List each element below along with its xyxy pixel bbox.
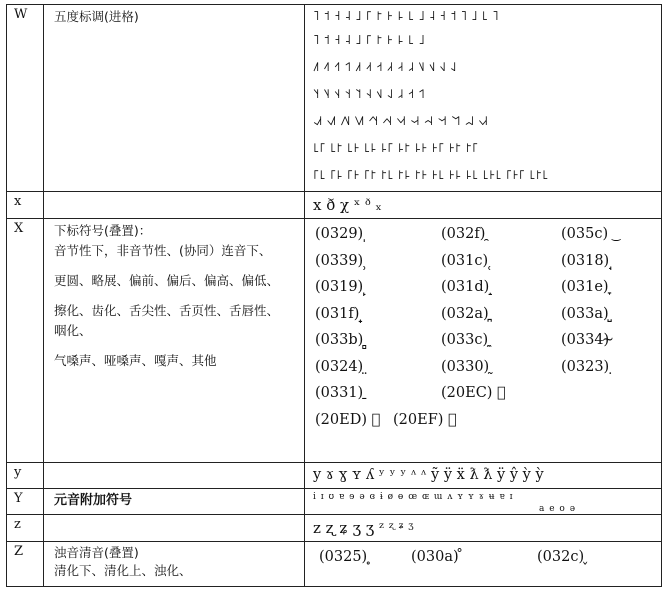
- desc-line: 气嗓声、哑嗓声、嘎声、其他: [54, 353, 217, 368]
- code-item: (0330) ̰: [441, 358, 494, 375]
- code-row: [315, 274, 661, 301]
- table-row: [7, 463, 662, 489]
- row-key: X: [14, 221, 24, 236]
- code-row: [315, 354, 661, 381]
- code-item: (032c) ̬: [537, 549, 589, 565]
- code-item: (0334) ̴: [561, 332, 614, 348]
- row-key: z: [14, 517, 21, 532]
- combining-code-list: [305, 219, 661, 433]
- desc-line: 擦化、齿化、舌尖性、舌页性、舌唇性、咽化、: [54, 303, 280, 338]
- code-item: (033b) ̻: [315, 332, 368, 348]
- code-item: (20ED) ⃭: [315, 411, 381, 428]
- symbol-line: z ʐ ʑ ʒ ʒ ᶻ ᶼ ᶽ ᶾ: [313, 519, 414, 537]
- row-key: Z: [14, 544, 24, 559]
- code-item: (0325) ̥: [319, 549, 372, 565]
- row-description: [44, 515, 304, 517]
- code-row: [315, 248, 661, 275]
- symbol-table: [6, 4, 662, 587]
- combining-code-list: [305, 542, 661, 571]
- code-item: (0324) ̤: [315, 358, 368, 375]
- code-item: (0339) ̹: [315, 252, 368, 269]
- code-item: (031c) ̜: [441, 252, 493, 269]
- code-item: (031d) ̝: [441, 279, 494, 295]
- code-item: (0329) ̩: [315, 226, 368, 242]
- row-description: [44, 192, 304, 194]
- row-key: W: [14, 7, 28, 22]
- code-item: (20EF) ⃯: [393, 411, 457, 428]
- row-description: 元音附加符号: [54, 493, 133, 508]
- desc-line: 浊音清音(叠置): [54, 545, 139, 560]
- code-row: [315, 380, 661, 407]
- desc-line: 清化下、清化上、浊化、: [54, 563, 192, 578]
- table-row: [7, 219, 662, 463]
- desc-line: 音节性下，非音节性、(协同）连音下、: [54, 243, 272, 258]
- table-row: [7, 489, 662, 515]
- table-row: [7, 5, 662, 192]
- tone-line: ˥˧ ˥˨ ˦˨ ˦˧ ˥˦ ˧˨ ˦˩ ˨˩ ˩˨ ˧˦ ˦˥: [313, 87, 425, 102]
- code-item: (0331) ̱: [315, 385, 368, 401]
- desc-line: 更圆、略展、偏前、偏后、偏高、偏低、: [54, 273, 280, 288]
- row-description: [44, 463, 304, 465]
- row-key: x: [14, 194, 22, 209]
- code-item: (030a) ̊: [411, 549, 464, 565]
- code-item: (032a) ̪: [441, 305, 494, 322]
- row-description: [44, 219, 304, 371]
- vowel-diacritic-line: a e o ə: [539, 504, 577, 514]
- code-item: (0319) ̙: [315, 279, 368, 295]
- tone-line: ˥ ˦ ˧ ˨ ˩ ꜒ ꜓ ꜔ ꜕ ꜖ ˩ ˨ ˧ ˦ ˥ ˩ ꜖ ˥: [313, 9, 499, 24]
- tone-line: ˩˥ ˨˥ ˧˥ ˦˥ ˩˦ ˨˦ ˧˦ ˩˧ ˨˧ ˩˨ ˥˩ ˦˩ ˧˩ ˨˩: [313, 60, 457, 75]
- row-key: y: [14, 465, 22, 480]
- symbol-line: y ɤ ɣ ʏ ʎ ʸ ʸ ʸ ᶺ ᶺ ỹ ÿ ẍ ƛ ƛ ÿ ŷ ỳ ỳ: [313, 467, 544, 483]
- code-item: (032f) ̯: [441, 226, 490, 242]
- tone-line: ꜖꜒ ꜖꜓ ꜖꜔ ꜖꜕ ꜕꜒ ꜕꜓ ꜕꜔ ꜔꜒ ꜔꜓ ꜓꜒: [313, 141, 479, 156]
- code-row: [319, 544, 661, 571]
- code-item: (033a) ̺: [561, 305, 614, 322]
- code-item: (0318) ̘: [561, 252, 614, 269]
- code-item: (0323) ̣: [561, 358, 614, 375]
- tone-line: ˨˩˦ ˧˩˥ ˩˥˩ ˥˩˥ ˧˥˧ ˨˦˨ ˦˨˦ ˧˨˧ ˨˧˨ ˦˧˦ ˥˦˥ ˩˨˩ ˧˩˧: [313, 114, 489, 129]
- code-item: (035c) ͜: [561, 226, 612, 242]
- table-row: [7, 192, 662, 219]
- vowel-diacritic-line: i ɪ ʊ ɐ ɘ ə ɞ ɨ ø ɵ œ ɶ ɯ ʌ ʏ ʏ ɤ ʉ ɐ ɪ: [313, 492, 514, 502]
- desc-line: 下标符号(叠置)：: [54, 223, 152, 238]
- symbol-line: x ð χ ˣ ᶞ ₓ: [313, 196, 382, 214]
- tone-line: ˥ ˦ ˧ ˨ ˩ ꜒ ꜓ ꜔ ꜕ ꜖ ˩: [313, 33, 425, 48]
- code-row: [315, 327, 661, 354]
- code-item: (031e) ̞: [561, 279, 614, 295]
- row-description: [44, 542, 304, 580]
- table-row: [7, 542, 662, 587]
- row-description: 五度标调(进格): [54, 9, 139, 24]
- row-key: Y: [14, 491, 23, 506]
- table-row: [7, 515, 662, 542]
- code-row: [315, 301, 661, 328]
- code-row: [315, 221, 661, 248]
- code-item: (033c) ̼: [441, 332, 493, 348]
- tone-line: ꜒꜖ ꜒꜕ ꜒꜔ ꜒꜓ ꜓꜖ ꜓꜕ ꜓꜔ ꜔꜖ ꜔꜕ ꜕꜖ ꜖꜔꜖ ꜒꜔꜒ ꜖꜓꜖: [313, 168, 549, 183]
- code-item: (031f) ̟: [315, 305, 364, 322]
- code-item: (20EC) ⃬: [441, 385, 506, 401]
- code-row: [315, 407, 661, 434]
